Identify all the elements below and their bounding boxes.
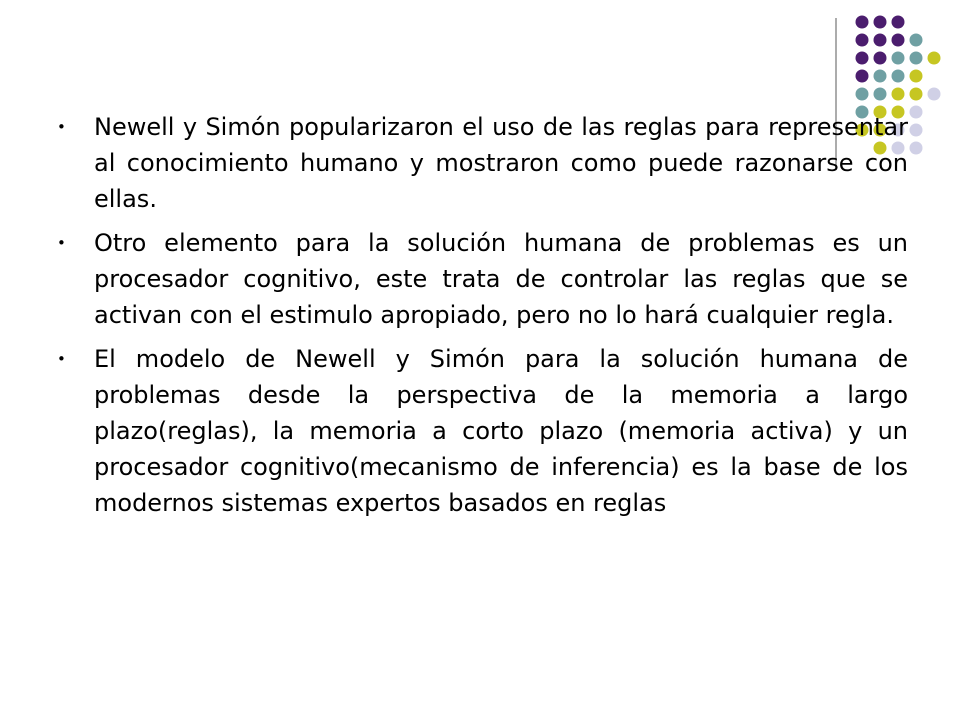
dot-3-3 bbox=[892, 52, 905, 65]
bullet-item-3 bbox=[56, 341, 908, 521]
bullet-item-1 bbox=[56, 109, 908, 217]
dot-8-3 bbox=[910, 142, 923, 155]
dot-3-4 bbox=[910, 52, 923, 65]
dot-5-4 bbox=[910, 88, 923, 101]
dot-4-2 bbox=[874, 70, 887, 83]
dot-2-2 bbox=[874, 34, 887, 47]
dot-5-2 bbox=[874, 88, 887, 101]
bullet-text: El modelo de Newell y Simón para la solución humana de problemas desde la perspectiva de la memoria a largo plazo(reglas), la memoria a corto plazo (memoria activa) y un procesador cognitivo(mecanismo de inferencia) es la base de los modernos sistemas expertos basados en reglas bbox=[94, 345, 908, 517]
bullet-dot-icon: • bbox=[57, 350, 66, 368]
dot-3-5 bbox=[928, 52, 941, 65]
dot-4-4 bbox=[910, 70, 923, 83]
bullet-text: Newell y Simón popularizaron el uso de las reglas para representar al conocimiento humano y mostraron como puede razonarse con ellas. bbox=[94, 113, 908, 213]
dot-3-1 bbox=[856, 52, 869, 65]
bullet-text: Otro elemento para la solución humana de problemas es un procesador cognitivo, este trata de controlar las reglas que se activan con el estimulo apropiado, pero no lo hará cualquier regla. bbox=[94, 229, 908, 329]
dot-6-4 bbox=[910, 106, 923, 119]
dot-4-1 bbox=[856, 70, 869, 83]
dot-4-3 bbox=[892, 70, 905, 83]
dot-5-5 bbox=[928, 88, 941, 101]
dot-2-4 bbox=[910, 34, 923, 47]
bullet-list bbox=[56, 109, 908, 529]
dot-1-1 bbox=[856, 16, 869, 29]
dot-2-3 bbox=[892, 34, 905, 47]
dot-5-1 bbox=[856, 88, 869, 101]
dot-1-2 bbox=[874, 16, 887, 29]
bullet-dot-icon: • bbox=[57, 118, 66, 136]
dot-5-3 bbox=[892, 88, 905, 101]
dot-2-1 bbox=[856, 34, 869, 47]
bullet-item-2 bbox=[56, 225, 908, 333]
dot-7-4 bbox=[910, 124, 923, 137]
dot-1-3 bbox=[892, 16, 905, 29]
dot-3-2 bbox=[874, 52, 887, 65]
bullet-dot-icon: • bbox=[57, 234, 66, 252]
